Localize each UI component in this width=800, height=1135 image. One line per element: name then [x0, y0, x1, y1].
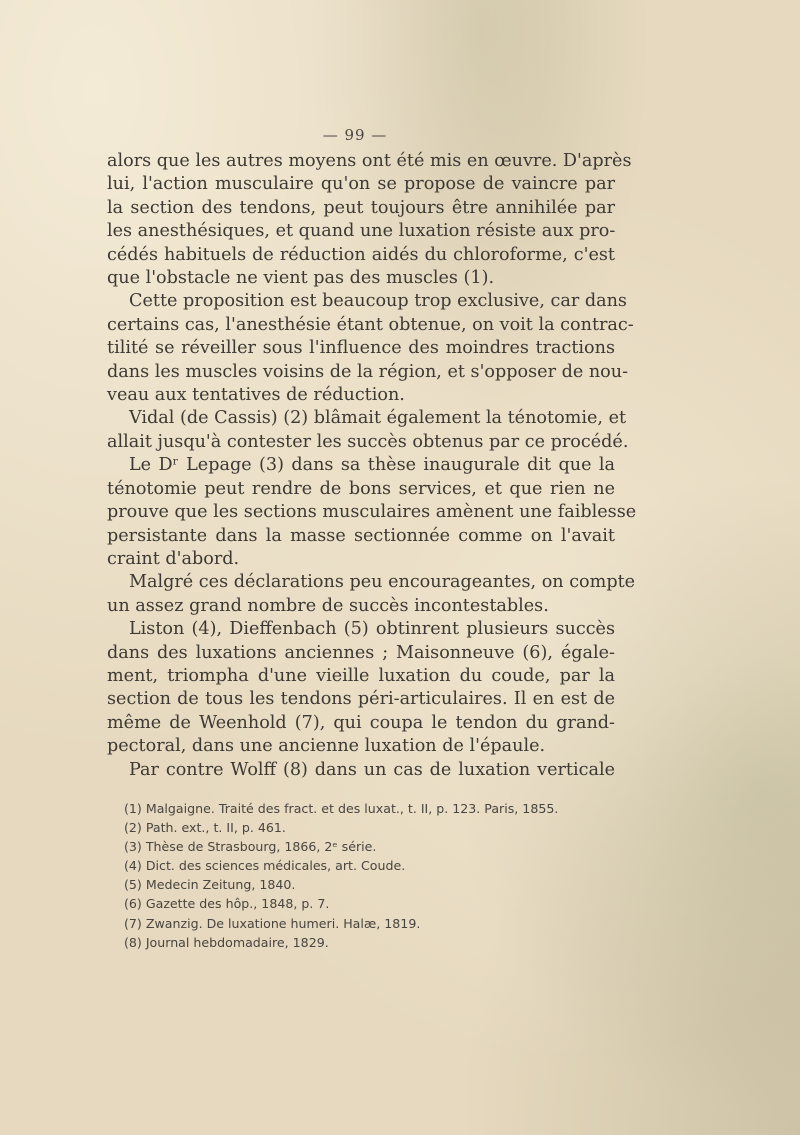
text-line: allait jusqu'à contester les succès obtenus par ce procédé.: [107, 431, 629, 452]
footnote: (7) Zwanzig. De luxatione humeri. Halæ, 1819.: [124, 915, 421, 931]
page-number: — 99 —: [322, 126, 388, 144]
footnote: (1) Malgaigne. Traité des fract. et des luxat., t. II, p. 123. Paris, 1855.: [124, 801, 559, 816]
text-line: Liston (4), Dieffenbach (5) obtinrent plusieurs succès: [129, 619, 615, 640]
text-line: Par contre Wolff (8) dans un cas de luxation verticale: [129, 759, 615, 780]
text-line: même de Weenhold (7), qui coupa le tendon du grand-: [107, 712, 615, 733]
text-line: dans les muscles voisins de la région, et s'opposer de nou-: [107, 361, 629, 382]
text-line: prouve que les sections musculaires amènent une faiblesse: [107, 502, 637, 523]
text-line: section de tous les tendons péri-articulaires. Il en est de: [107, 689, 615, 710]
text-line: craint d'abord.: [107, 548, 240, 569]
footnote: (6) Gazette des hôp., 1848, p. 7.: [124, 896, 330, 912]
text-line: Vidal (de Cassis) (2) blâmait également la ténotomie, et: [129, 408, 627, 429]
text-line: dans des luxations anciennes ; Maisonneuve (6), égale-: [107, 642, 615, 663]
text-line: Cette proposition est beaucoup trop exclusive, car dans: [129, 291, 627, 312]
text-line: veau aux tentatives de réduction.: [107, 385, 405, 406]
text-line: tilité se réveiller sous l'influence des moindres tractions: [107, 338, 615, 359]
text-line: persistante dans la masse sectionnée comme on l'avait: [107, 525, 615, 546]
text-line: la section des tendons, peut toujours être annihilée par: [107, 197, 615, 218]
text-line: un assez grand nombre de succès incontestables.: [107, 595, 549, 616]
text-line: que l'obstacle ne vient pas des muscles (1).: [107, 268, 495, 289]
text-line: certains cas, l'anesthésie étant obtenue, on voit la contrac-: [107, 314, 634, 335]
text-line: ténotomie peut rendre de bons services, et que rien ne: [107, 478, 615, 499]
footnote: (3) Thèse de Strasbourg, 1866, 2ᵉ série.: [124, 839, 377, 855]
text-line: pectoral, dans une ancienne luxation de l'épaule.: [107, 736, 546, 757]
main-text: [107, 150, 637, 782]
text-line: alors que les autres moyens ont été mis en œuvre. D'après: [107, 151, 632, 171]
text-line: les anesthésiques, et quand une luxation résiste aux pro-: [107, 221, 616, 242]
text-line: Malgré ces déclarations peu encourageantes, on compte: [129, 572, 636, 593]
text-line: cédés habituels de réduction aidés du chloroforme, c'est: [107, 244, 615, 265]
footnote: (8) Journal hebdomadaire, 1829.: [124, 934, 329, 950]
text-line: Le Dʳ Lepage (3) dans sa thèse inaugurale dit que la: [129, 455, 615, 476]
footnote: (2) Path. ext., t. II, p. 461.: [124, 820, 286, 836]
footnotes: [124, 799, 604, 952]
text-line: lui, l'action musculaire qu'on se propose de vaincre par: [107, 174, 615, 195]
text-line: ment, triompha d'une vieille luxation du coude, par la: [107, 665, 615, 686]
footnote: (4) Dict. des sciences médicales, art. Coude.: [124, 858, 406, 874]
footnote: (5) Medecin Zeitung, 1840.: [124, 877, 296, 893]
